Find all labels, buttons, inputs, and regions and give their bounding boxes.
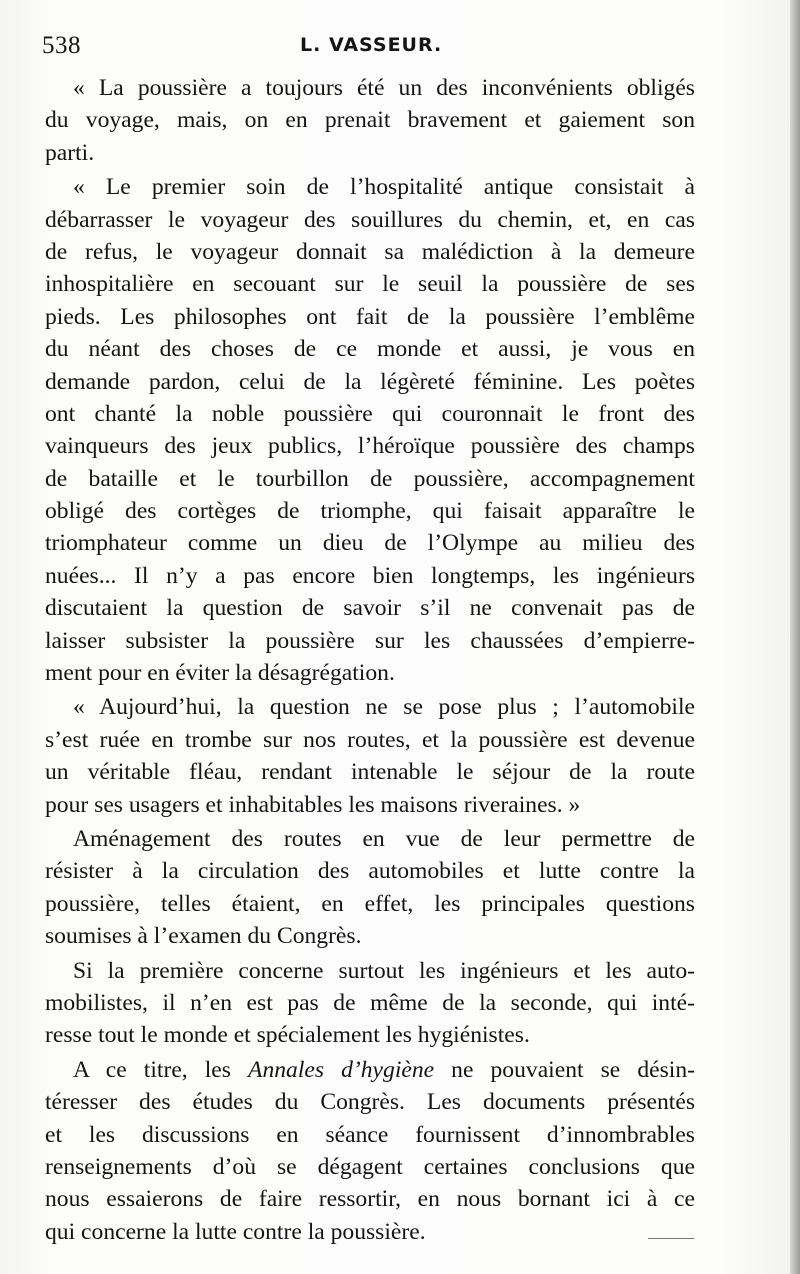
text-line: de refus, le voyageur donnait sa malédiction à la demeure <box>45 238 695 265</box>
text-line: nous essaierons de faire ressortir, en nous bornant ici à ce <box>45 1186 695 1213</box>
text-line: parti. <box>45 139 95 166</box>
text-line: « Le premier soin de l’hospitalité antique consistait à <box>73 174 695 201</box>
text-line: résister à la circulation des automobiles et lutte contre la <box>45 858 695 885</box>
text-line: qui concerne la lutte contre la poussière. <box>45 1218 426 1245</box>
text-line: discutaient la question de savoir s’il ne convenait pas de <box>45 595 695 622</box>
text-line: téresser des études du Congrès. Les documents présentés <box>45 1089 695 1116</box>
text-line: s’est ruée en trombe sur nos routes, et la poussière est devenue <box>45 726 695 753</box>
text-line: resse tout le monde et spécialement les hygiénistes. <box>45 1022 530 1049</box>
text-line: mobilistes, il n’en est pas de même de la seconde, qui inté- <box>45 989 695 1016</box>
text-line: pieds. Les philosophes ont fait de la poussière l’emblême <box>45 303 695 330</box>
text-line: demande pardon, celui de la légèreté féminine. Les poètes <box>45 368 695 395</box>
text-line: Aménagement des routes en vue de leur permettre de <box>73 825 695 852</box>
text-line: débarrasser le voyageur des souillures du chemin, et, en cas <box>45 206 695 233</box>
page-header <box>42 32 697 66</box>
body-text <box>45 72 695 1248</box>
text-line: ont chanté la noble poussière qui couronnait le front des <box>45 400 695 427</box>
text-line: inhospitalière en secouant sur le seuil la poussière de ses <box>45 271 695 298</box>
text-line: Si la première concerne surtout les ingénieurs et les auto- <box>73 957 695 984</box>
text-line: poussière, telles étaient, en effet, les principales questions <box>45 890 695 917</box>
text-line: A ce titre, les Annales d’hygiène ne pouvaient se désin- <box>73 1056 695 1083</box>
page-number: 538 <box>42 32 81 59</box>
text-line: renseignements d’où se dégagent certaines conclusions que <box>45 1153 695 1180</box>
page-edge-shadow <box>790 0 800 1274</box>
text-line: « La poussière a toujours été un des inconvénients obligés <box>73 75 695 101</box>
text-line: pour ses usagers et inhabitables les maisons riveraines. » <box>45 791 581 818</box>
journal-title: Annales d’hygiène <box>248 1056 435 1083</box>
text-line: « Aujourd’hui, la question ne se pose plus ; l’automobile <box>73 694 695 721</box>
text-line: un véritable fléau, rendant intenable le séjour de la route <box>45 759 695 786</box>
text-line: et les discussions en séance fournissent d’innombrables <box>45 1121 695 1148</box>
running-head-author: L. VASSEUR. <box>300 34 443 56</box>
text-line: de bataille et le tourbillon de poussière, accompagnement <box>45 465 695 492</box>
text-line: nuées... Il n’y a pas encore bien longtemps, les ingénieurs <box>45 562 695 589</box>
footer-rule <box>648 1238 694 1239</box>
text-line: soumises à l’examen du Congrès. <box>45 923 362 950</box>
text-line: triomphateur comme un dieu de l’Olympe au milieu des <box>45 530 695 557</box>
text-line: obligé des cortèges de triomphe, qui faisait apparaître le <box>45 498 695 525</box>
text-line: du voyage, mais, on en prenait bravement et gaiement son <box>45 107 695 134</box>
text-line: vainqueurs des jeux publics, l’héroïque poussière des champs <box>45 433 695 460</box>
text-line: du néant des choses de ce monde et aussi, je vous en <box>45 336 695 363</box>
text-line: ment pour en éviter la désagrégation. <box>45 660 395 687</box>
text-line: laisser subsister la poussière sur les chaussées d’empierre- <box>45 627 695 654</box>
